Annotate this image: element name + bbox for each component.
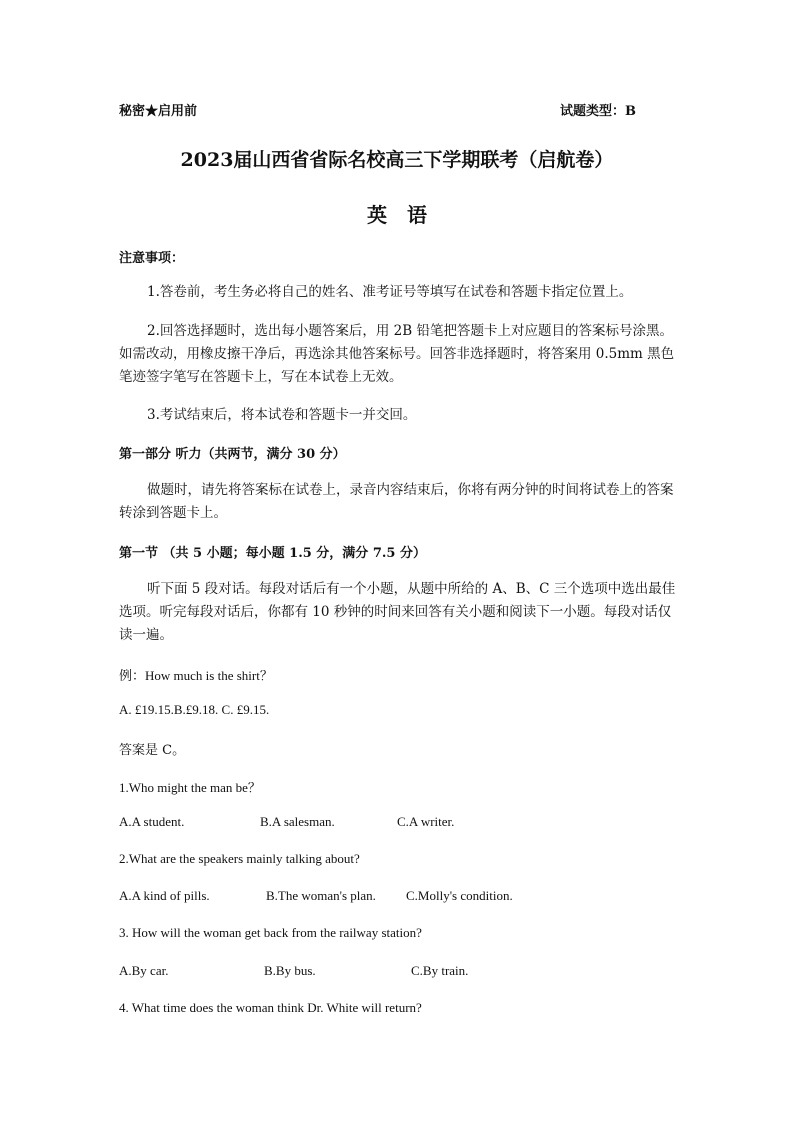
question-4-stem: 4. What time does the woman think Dr. White will return?: [119, 1000, 422, 1015]
question-2-option-c: C.Molly's condition.: [406, 888, 513, 903]
section1-heading: 第一节 （共 5 小题；每小题 1.5 分，满分 7.5 分）: [119, 546, 426, 561]
question-1-option-b: B.A salesman.: [260, 814, 335, 829]
paper-type-label: 试题类型：B: [560, 104, 636, 119]
example-options: A. £19.15.B.£9.18. C. £9.15.: [119, 702, 270, 717]
question-2-option-b: B.The woman's plan.: [266, 888, 376, 903]
notice-item-3: 3.考试结束后，将本试卷和答题卡一并交回。: [147, 407, 417, 423]
example-answer: 答案是 C。: [119, 743, 186, 758]
question-1-option-a: A.A student.: [119, 814, 185, 829]
notice-item-2: 2.回答选择题时，选出每小题答案后，用 2B 铅笔把答题卡上对应题目的答案标号涂黑。如需改动，用橡皮擦干净后，再选涂其他答案标号。回答非选择题时，将答案用 0.5mm 黑色笔迹签字笔写在答题卡上，写在本试卷上无效。: [119, 323, 675, 385]
question-3-stem: 3. How will the woman get back from the railway station?: [119, 925, 422, 940]
subject-title: 英 语: [367, 203, 427, 227]
question-2-stem: 2.What are the speakers mainly talking about?: [119, 851, 360, 866]
exam-title: 2023届山西省省际名校高三下学期联考（启航卷）: [180, 149, 614, 171]
notice-item-1: 1.答卷前，考生务必将自己的姓名、准考证号等填写在试卷和答题卡指定位置上。: [147, 284, 633, 300]
question-3-option-b: B.By bus.: [264, 963, 316, 978]
question-1-option-c: C.A writer.: [397, 814, 455, 829]
example-question: 例：How much is the shirt？: [119, 668, 273, 683]
confidential-label: 秘密★启用前: [119, 104, 198, 119]
question-1-stem: 1.Who might the man be？: [119, 780, 261, 795]
question-3-option-a: A.By car.: [119, 963, 169, 978]
section1-instruction: 听下面 5 段对话。每段对话后有一个小题，从题中所给的 A、B、C 三个选项中选出最佳选项。听完每段对话后，你都有 10 秒钟的时间来回答有关小题和阅读下一小题。每段对话仅读一遍。: [119, 581, 676, 643]
part1-heading: 第一部分 听力（共两节，满分 30 分）: [119, 447, 346, 462]
question-3-option-c: C.By train.: [411, 963, 469, 978]
notice-heading: 注意事项：: [119, 251, 185, 266]
part1-instruction: 做题时，请先将答案标在试卷上，录音内容结束后，你将有两分钟的时间将试卷上的答案转涂到答题卡上。: [119, 482, 674, 521]
question-2-option-a: A.A kind of pills.: [119, 888, 210, 903]
